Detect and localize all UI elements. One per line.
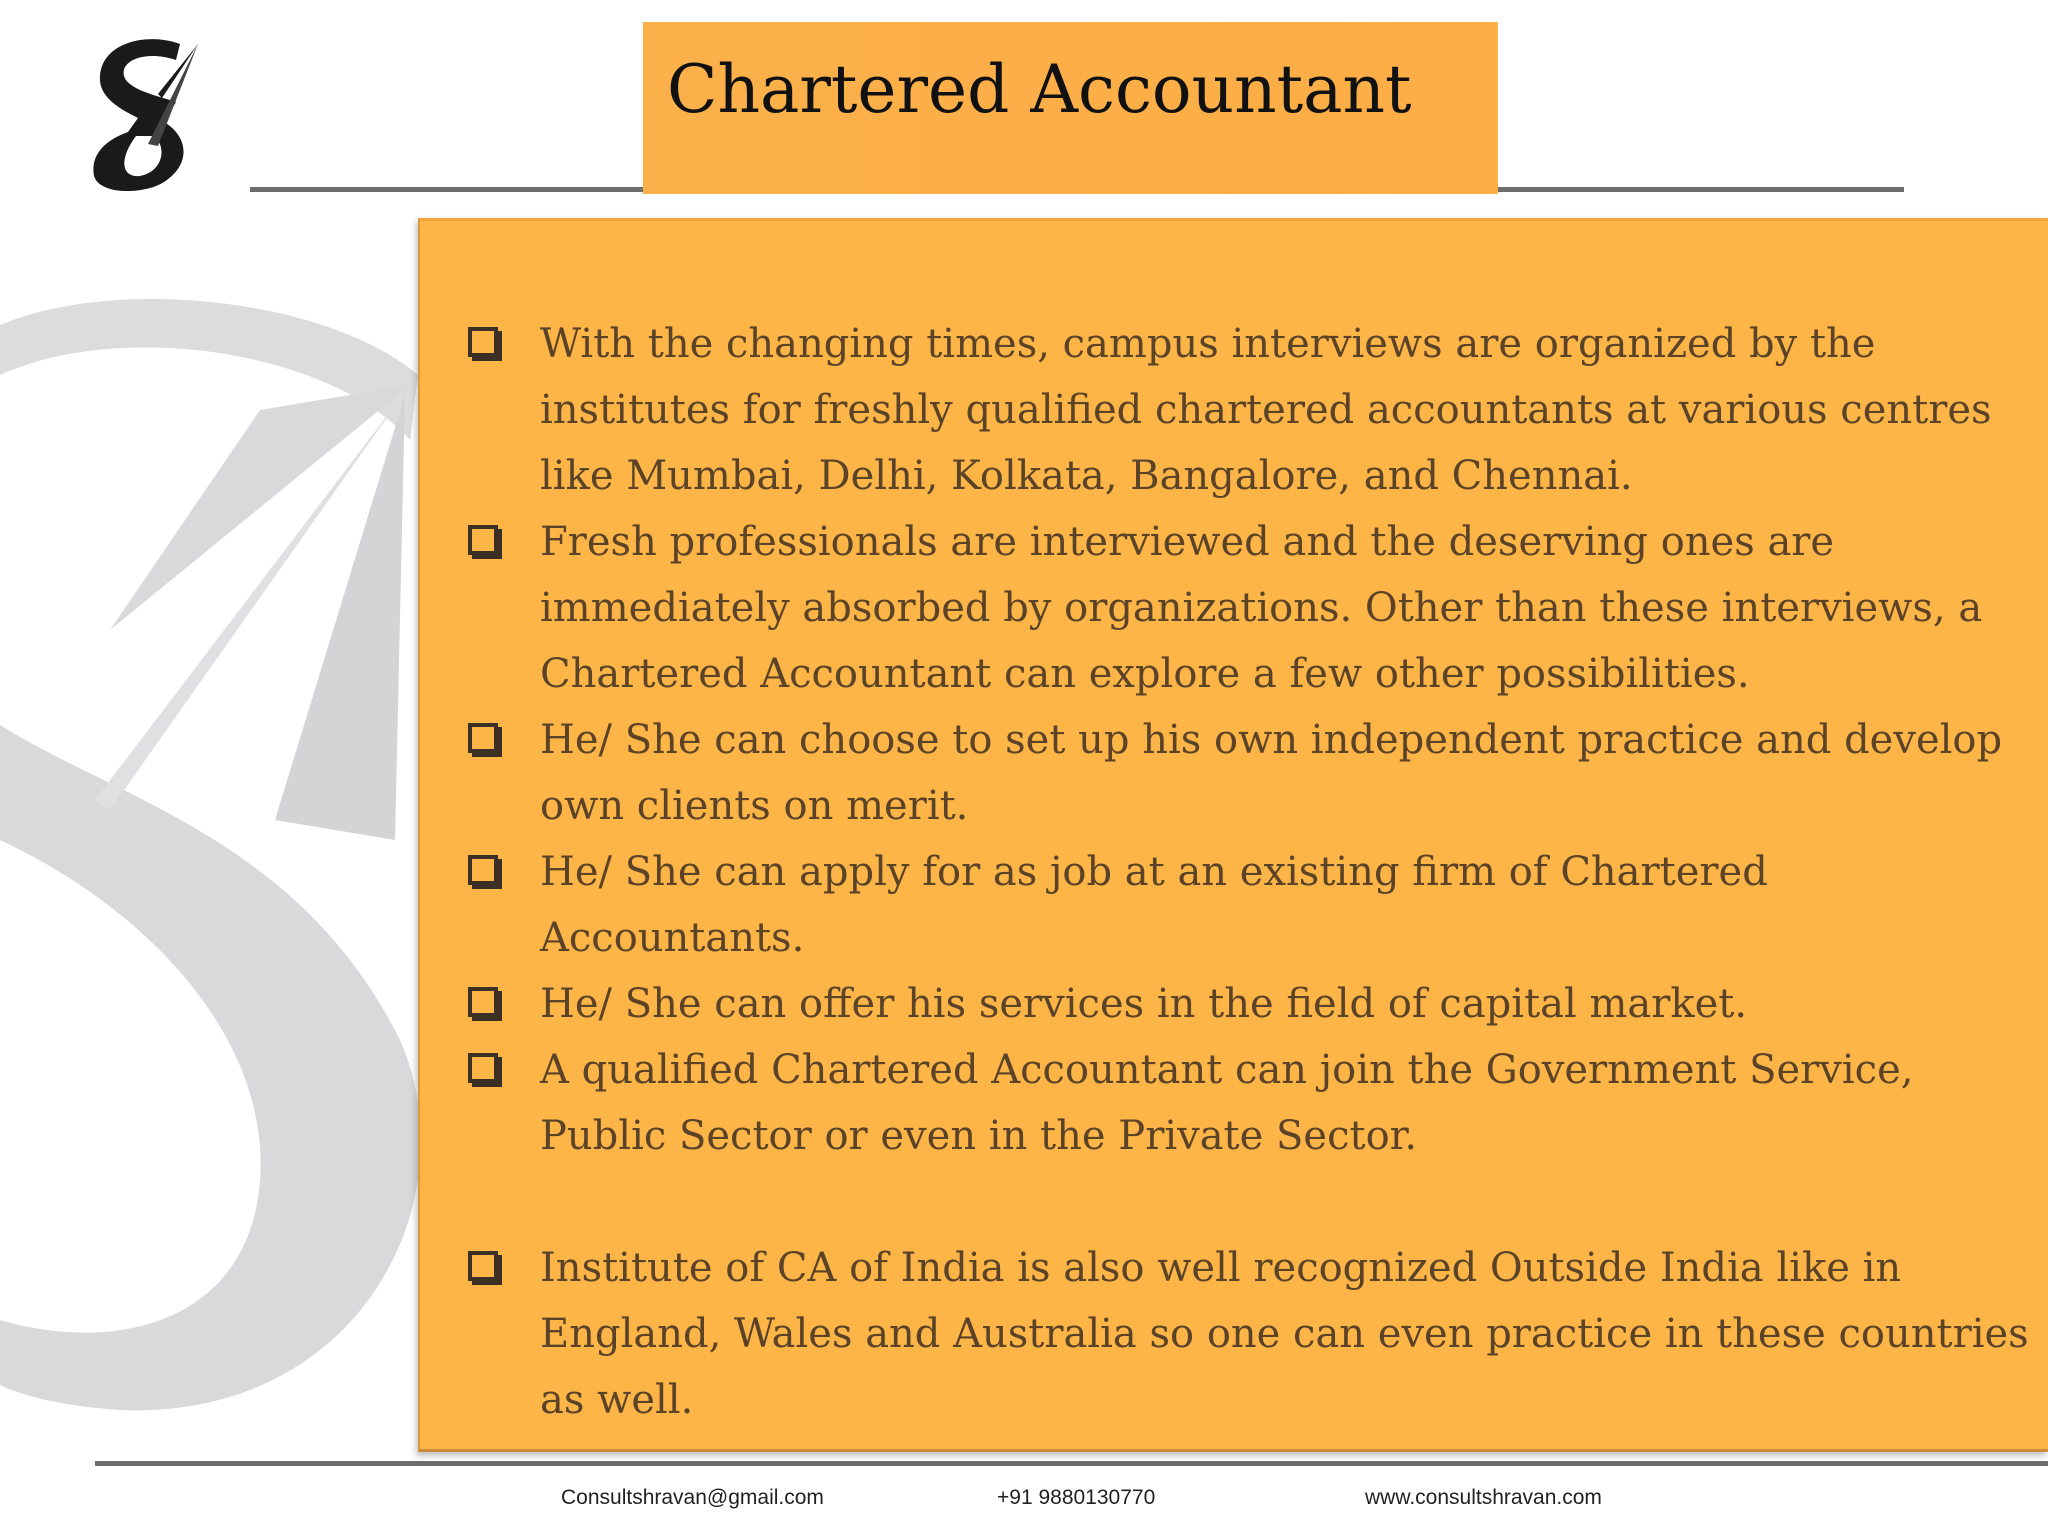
checkbox-icon bbox=[468, 855, 498, 885]
bottom-divider bbox=[95, 1461, 2048, 1466]
bullet-text: With the changing times, campus interviews are organized by the institutes for freshly qualified chartered accountants at various centres like Mumbai, Delhi, Kolkata, Bangalore, and Chennai. bbox=[540, 321, 1992, 499]
s-compass-logo-icon bbox=[88, 36, 208, 196]
checkbox-icon bbox=[468, 327, 498, 357]
bullet-list bbox=[468, 311, 2033, 1433]
checkbox-icon bbox=[468, 1251, 498, 1281]
checkbox-icon bbox=[468, 723, 498, 753]
content-box bbox=[418, 218, 2048, 1452]
footer-phone: +91 9880130770 bbox=[997, 1486, 1156, 1509]
bullet-item bbox=[468, 509, 2033, 707]
bullet-text: Fresh professionals are interviewed and the deserving ones are immediately absorbed by organizations. Other than these interviews, a Chartered Accountant can explore a few other possibilities. bbox=[540, 519, 1983, 697]
bullet-item bbox=[468, 1235, 2033, 1433]
bullet-text: He/ She can offer his services in the field of capital market. bbox=[540, 981, 1748, 1027]
page-title: Chartered Accountant bbox=[667, 51, 1412, 128]
footer-website: www.consultshravan.com bbox=[1365, 1486, 1602, 1509]
checkbox-icon bbox=[468, 987, 498, 1017]
bullet-item bbox=[468, 839, 2033, 971]
bullet-item bbox=[468, 311, 2033, 509]
bullet-text: A qualified Chartered Accountant can join the Government Service, Public Sector or even in the Private Sector. bbox=[540, 1047, 1914, 1159]
bullet-item bbox=[468, 707, 2033, 839]
checkbox-icon bbox=[468, 1053, 498, 1083]
bullet-text: Institute of CA of India is also well recognized Outside India like in England, Wales and Australia so one can even practice in these countries as well. bbox=[540, 1245, 2029, 1423]
bullet-item bbox=[468, 1037, 2033, 1169]
checkbox-icon bbox=[468, 525, 498, 555]
bullet-text: He/ She can apply for as job at an existing firm of Chartered Accountants. bbox=[540, 849, 1768, 961]
bullet-text: He/ She can choose to set up his own independent practice and develop own clients on merit. bbox=[540, 717, 2003, 829]
bullet-item bbox=[468, 971, 2033, 1037]
footer-email: Consultshravan@gmail.com bbox=[561, 1486, 824, 1509]
title-box bbox=[643, 22, 1498, 194]
watermark-logo-icon bbox=[0, 280, 430, 1440]
